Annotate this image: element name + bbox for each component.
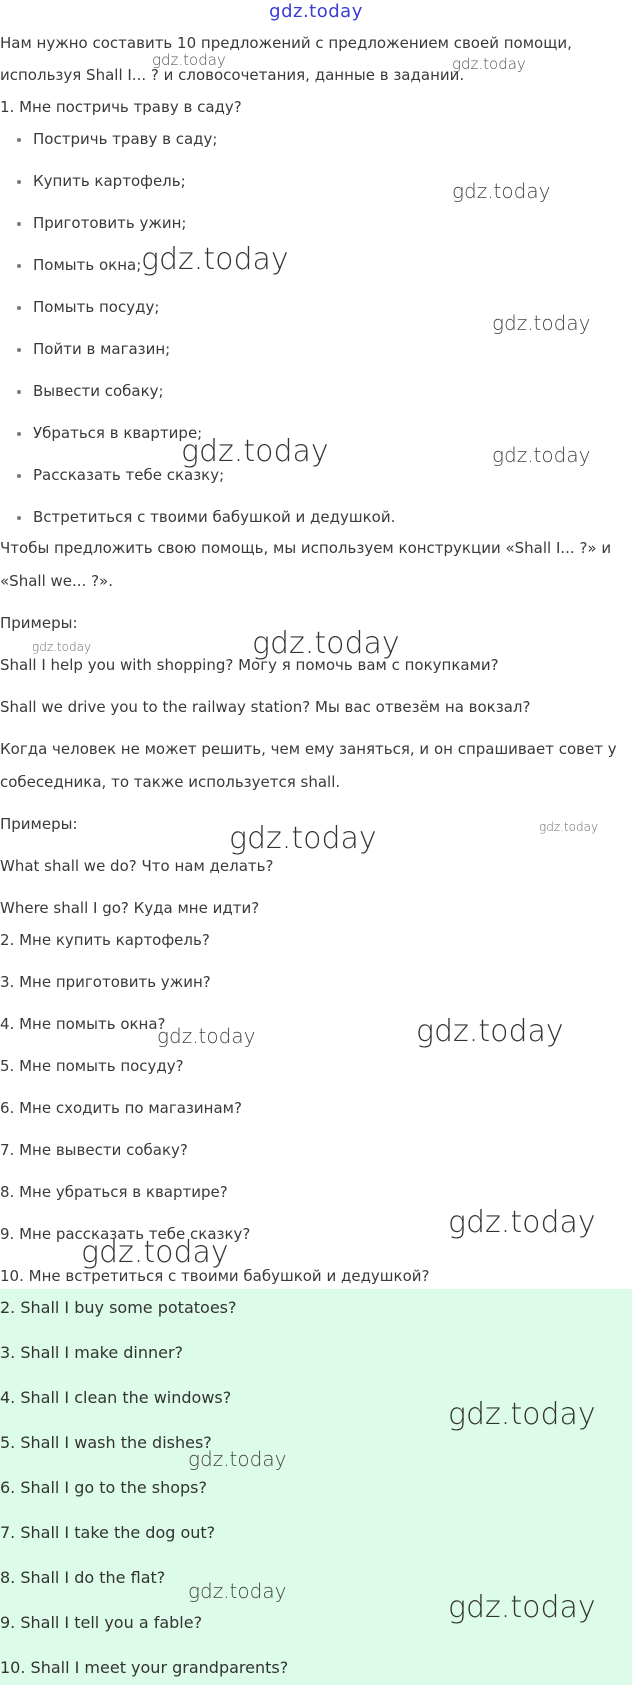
example-1: Shall I help you with shopping? Могу я помочь вам с покупками? [0,656,499,674]
watermark: gdz.today [32,640,92,654]
list-item: 6. Shall I go to the shops? [0,1478,208,1497]
list-item: 2. Мне купить картофель? [0,931,210,949]
list-item-text: Встретиться с твоими бабушкой и дедушкой. [33,508,396,526]
watermark: gdz.today [181,434,329,469]
watermark: gdz.today [229,821,377,856]
site-header-link[interactable]: gdz.today [269,1,363,22]
watermark: gdz.today [416,1014,564,1049]
example-4: Where shall I go? Куда мне идти? [0,899,260,917]
list-item: 8. Shall I do the flat? [0,1568,166,1587]
list-item-text: Убраться в квартире; [33,424,203,442]
watermark: gdz.today [448,1205,596,1240]
watermark: gdz.today [252,626,400,661]
list-item-text: Рассказать тебе сказку; [33,466,225,484]
bullet-dot [17,474,21,478]
list-item: 9. Shall I tell you a fable? [0,1613,203,1632]
list-item: 10. Shall I meet your grandparents? [0,1658,289,1677]
watermark: gdz.today [157,1024,256,1048]
bullet-dot [17,348,21,352]
explain-1-line-1: Чтобы предложить свою помощь, мы используем конструкции «Shall I... ?» и [0,539,612,557]
examples-label-2: Примеры: [0,815,78,833]
bullet-dot [17,516,21,520]
explain-2-line-1: Когда человек не может решить, чем ему заняться, и он спрашивает совет у [0,740,617,758]
explain-2-line-2: собеседника, то также используется shall. [0,773,341,791]
answer-block [0,1289,632,1685]
list-item: 9. Мне рассказать тебе сказку? [0,1225,251,1243]
explain-1-line-2: «Shall we... ?». [0,572,113,590]
bullet-dot [17,306,21,310]
watermark: gdz.today [141,242,289,277]
watermark: gdz.today [448,1590,596,1625]
list-item-text: Постричь траву в саду; [33,130,218,148]
list-item: 7. Мне вывести собаку? [0,1141,188,1159]
list-item: 8. Мне убраться в квартире? [0,1183,228,1201]
example-3: What shall we do? Что нам делать? [0,857,274,875]
watermark: gdz.today [188,1579,287,1603]
bullet-dot [17,180,21,184]
watermark: gdz.today [81,1235,229,1270]
list-item: 6. Мне сходить по магазинам? [0,1099,242,1117]
list-item: 2. Shall I buy some potatoes? [0,1298,237,1317]
list-item: 5. Shall I wash the dishes? [0,1433,212,1452]
examples-label-1: Примеры: [0,614,78,632]
list-item-text: Помыть окна; [33,256,142,274]
list-item: 4. Мне помыть окна? [0,1015,166,1033]
watermark: gdz.today [452,179,551,203]
list-item: 10. Мне встретиться с твоими бабушкой и дедушкой? [0,1267,430,1285]
list-item: 3. Мне приготовить ужин? [0,973,211,991]
example-2: Shall we drive you to the railway station? Мы вас отвезём на вокзал? [0,698,531,716]
watermark: gdz.today [452,55,526,73]
intro-line-2: используя Shall I... ? и словосочетания, данные в задании. [0,66,465,84]
list-item: 7. Shall I take the dog out? [0,1523,216,1542]
bullet-dot [17,390,21,394]
watermark: gdz.today [188,1447,287,1471]
bullet-dot [17,432,21,436]
bullet-dot [17,264,21,268]
watermark: gdz.today [539,820,599,834]
list-item: 4. Shall I clean the windows? [0,1388,232,1407]
list-item-text: Пойти в магазин; [33,340,171,358]
intro-line-1: Нам нужно составить 10 предложений с предложением своей помощи, [0,34,572,52]
list-item-text: Вывести собаку; [33,382,164,400]
list-item: 3. Shall I make dinner? [0,1343,184,1362]
bullet-dot [17,138,21,142]
list-item-text: Помыть посуду; [33,298,160,316]
watermark: gdz.today [492,443,591,467]
question-1: 1. Мне постричь траву в саду? [0,98,242,116]
watermark: gdz.today [492,311,591,335]
watermark: gdz.today [448,1397,596,1432]
list-item-text: Приготовить ужин; [33,214,187,232]
watermark: gdz.today [152,51,226,69]
list-item-text: Купить картофель; [33,172,186,190]
bullet-dot [17,222,21,226]
list-item: 5. Мне помыть посуду? [0,1057,184,1075]
